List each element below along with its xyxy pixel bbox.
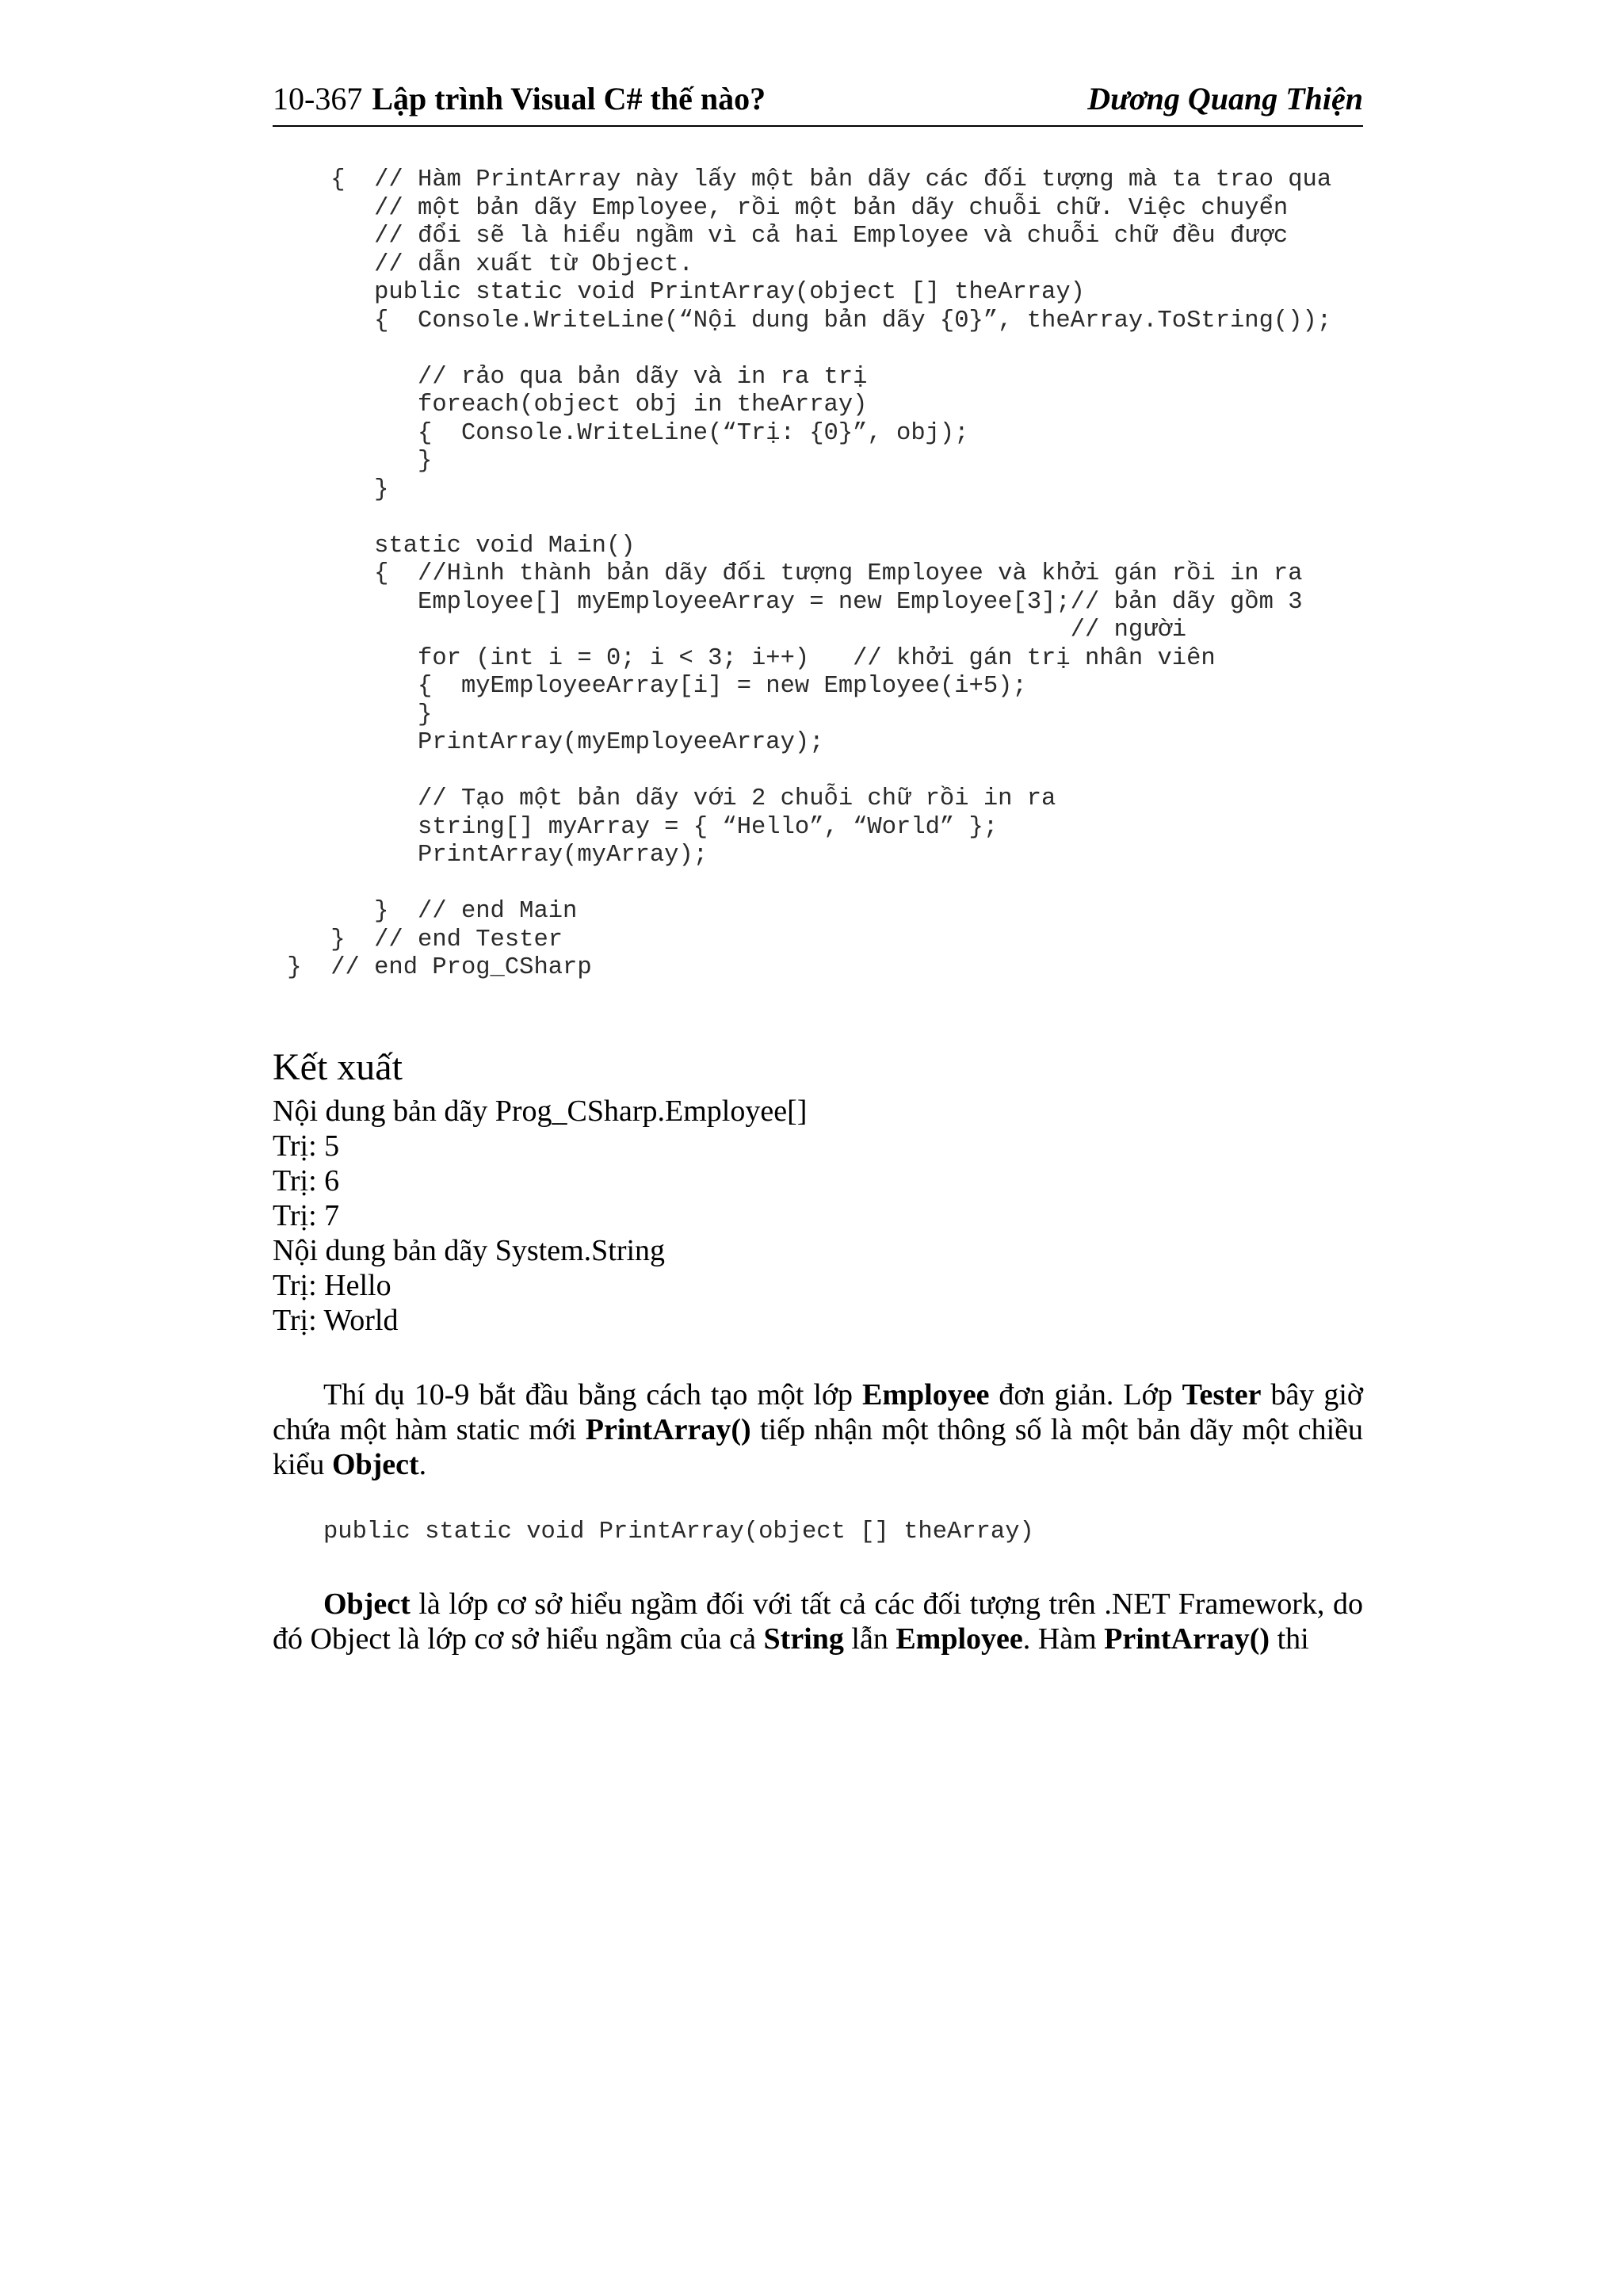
code-line: { Console.WriteLine(“Trị: {0}”, obj); [273, 419, 969, 447]
code-line: { myEmployeeArray[i] = new Employee(i+5); [273, 673, 1027, 700]
paragraph-text: lẫn [843, 1622, 896, 1656]
paragraph-text: Thí dụ 10-9 bắt đầu bằng cách tạo một lớp [323, 1378, 863, 1412]
output-line: Nội dung bản dãy System.String [273, 1234, 666, 1267]
bold-term: PrintArray() [1104, 1622, 1270, 1656]
code-line [273, 758, 1331, 786]
code-line: static void Main() [273, 532, 636, 560]
paragraph-text: thi [1270, 1622, 1309, 1656]
code-line: // người [273, 617, 1187, 644]
output-line: Trị: World [273, 1304, 399, 1337]
paragraph-text: bây giờ chứa một hàm static mới [273, 1378, 1363, 1446]
code-line: } [273, 476, 389, 503]
bold-term: Employee [862, 1378, 990, 1412]
code-line: } [273, 448, 433, 475]
output-section [273, 1045, 1363, 1338]
bold-term: Tester [1182, 1378, 1262, 1412]
code-line: Employee[] myEmployeeArray = new Employee[3];// bản dãy gồm 3 [273, 588, 1303, 616]
code-line: { // Hàm PrintArray này lấy một bản dãy các đối tượng mà ta trao qua [273, 166, 1332, 193]
bold-term: Object [331, 1448, 419, 1481]
code-line: } [273, 701, 433, 728]
bold-term: Employee [896, 1622, 1023, 1656]
code-line: // đổi sẽ là hiểu ngầm vì cả hai Employee và chuỗi chữ đều được [273, 223, 1289, 250]
output-line: Nội dung bản dãy Prog_CSharp.Employee[] [273, 1095, 808, 1128]
output-line: Trị: Hello [273, 1269, 391, 1302]
bold-term: Object [323, 1587, 411, 1621]
code-line: // một bản dãy Employee, rồi một bản dãy chuỗi chữ. Việc chuyển [273, 194, 1289, 222]
code-line: } // end Prog_CSharp [273, 954, 592, 981]
output-heading: Kết xuất [273, 1046, 403, 1088]
page-number: 10-367 [273, 81, 363, 117]
paragraph-object [273, 1587, 1363, 1656]
code-line: } // end Tester [273, 926, 563, 953]
paragraph-text: . [418, 1448, 427, 1481]
output-line: Trị: 6 [273, 1164, 340, 1198]
book-title: Lập trình Visual C# thế nào? [372, 81, 766, 117]
output-line: Trị: 5 [273, 1129, 340, 1163]
code-line: public static void PrintArray(object [] theArray) [273, 279, 1085, 306]
code-line: PrintArray(myEmployeeArray); [273, 729, 824, 756]
code-line: { //Hình thành bản dãy đối tượng Employee và khởi gán rồi in ra [273, 560, 1303, 587]
page-header [273, 73, 1363, 127]
code-line [273, 335, 1331, 364]
code-snippet: public static void PrintArray(object [] theArray) [323, 1519, 1034, 1545]
code-line: for (int i = 0; i < 3; i++) // khởi gán trị nhân viên [273, 644, 1216, 672]
bold-term: PrintArray() [585, 1413, 751, 1446]
author-name: Dương Quang Thiện [1087, 81, 1363, 117]
paragraph-text: . Hàm [1022, 1622, 1105, 1656]
code-line: foreach(object obj in theArray) [273, 392, 868, 418]
output-line: Trị: 7 [273, 1199, 340, 1232]
paragraph-text: đơn giản. Lớp [989, 1378, 1182, 1412]
code-line: // rảo qua bản dãy và in ra trị [273, 363, 868, 391]
code-line: // Tạo một bản dãy với 2 chuỗi chữ rồi in ra [273, 785, 1056, 812]
paragraph-text: tiếp nhận một thông số là một bản dãy một chiều kiểu [273, 1413, 1363, 1481]
code-line: { Console.WriteLine(“Nội dung bản dãy {0}”, theArray.ToString()); [273, 307, 1332, 334]
bold-term: String [763, 1622, 844, 1656]
paragraph-text: là lớp cơ sở hiểu ngầm đối với tất cả các đối tượng trên .NET Framework, do đó Object là lớp cơ sở hiểu ngầm của cả [273, 1587, 1363, 1656]
paragraph-intro [273, 1377, 1363, 1482]
code-line: string[] myArray = { “Hello”, “World” }; [273, 813, 999, 841]
code-line [273, 870, 1331, 899]
code-line: // dẫn xuất từ Object. [273, 250, 693, 278]
code-line: PrintArray(myArray); [273, 842, 708, 869]
code-line [273, 504, 1331, 533]
code-listing [273, 166, 1331, 983]
code-line: } // end Main [273, 898, 578, 925]
